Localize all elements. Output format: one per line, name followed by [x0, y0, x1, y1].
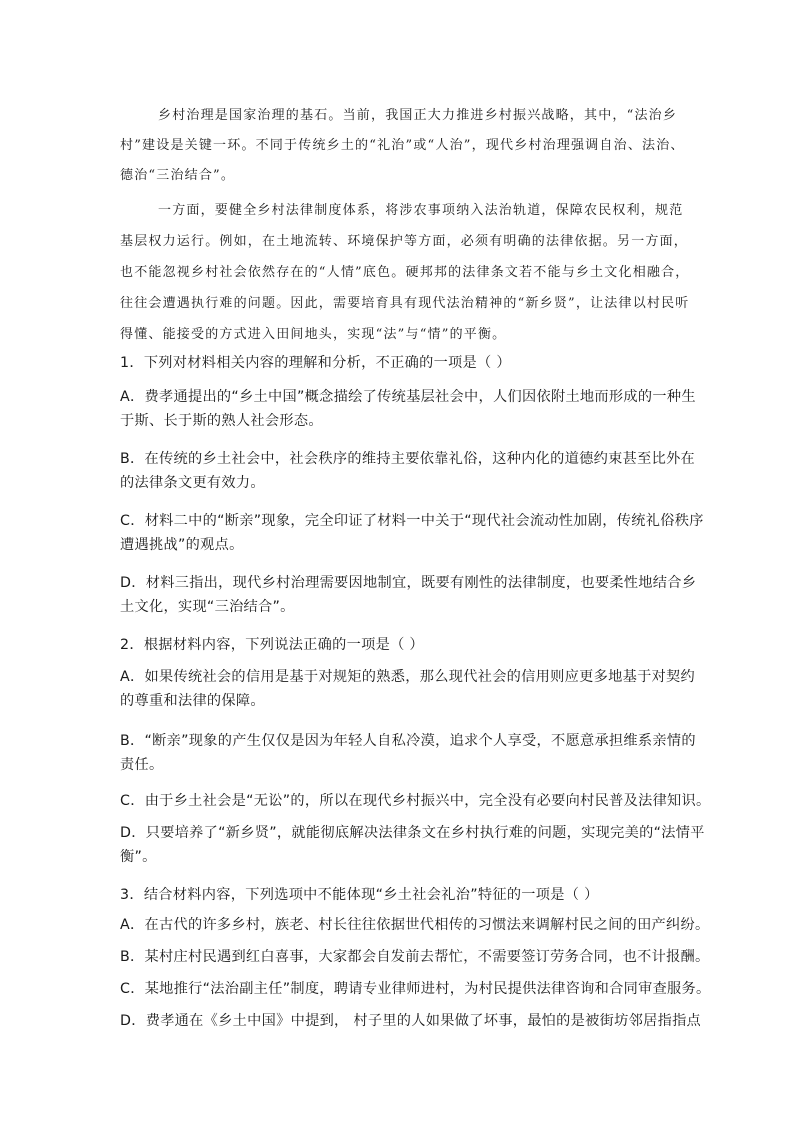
- option-c: C．材料二中的“断亲”现象，完全印证了材料一中关于“现代社会流动性加剧，传统礼俗秩序: [120, 513, 704, 529]
- question-stem: 3．结合材料内容，下列选项中不能体现“乡土社会礼治”特征的一项是（ ）: [120, 887, 599, 903]
- option-a-cont: 于斯、长于斯的熟人社会形态。: [120, 413, 323, 429]
- option-b: B．在传统的乡土社会中，社会秩序的维持主要依靠礼俗，这种内化的道德约束甚至比外在: [120, 451, 696, 467]
- option-d-cont: 衡”。: [120, 849, 157, 865]
- option-a: A．费孝通提出的“乡土中国”概念描绘了传统基层社会中，人们因依附土地而形成的一种生: [120, 389, 696, 405]
- material-line: 一方面，要健全乡村法律制度体系，将涉农事项纳入法治轨道，保障农民权利，规范: [158, 203, 684, 218]
- option-d: D．材料三指出，现代乡村治理需要因地制宜，既要有刚性的法律制度，也要柔性地结合乡: [120, 575, 697, 591]
- option-b-cont: 责任。: [120, 757, 164, 773]
- option-d: D．只要培养了“新乡贤”，就能彻底解决法律条文在乡村执行难的问题，实现完美的“法情平: [120, 825, 705, 841]
- option-b: B．“断亲”现象的产生仅仅是因为年轻人自私冷漠，追求个人享受，不愿意承担维系亲情的: [120, 733, 696, 749]
- option-c: C．某地推行“法治副主任”制度，聘请专业律师进村，为村民提供法律咨询和合同审查服务。: [120, 981, 711, 997]
- option-d-cont: 土文化，实现“三治结合”。: [120, 599, 295, 615]
- material-line: 乡村治理是国家治理的基石。当前，我国正大力推进乡村振兴战略，其中，“法治乡: [158, 108, 678, 123]
- material-line: 往往会遭遇执行难的问题。因此，需要培育具有现代法治精神的“新乡贤”，让法律以村民听: [120, 296, 690, 311]
- material-line: 得懂、能接受的方式进入田间地头，实现“法”与“情”的平衡。: [120, 327, 507, 342]
- material-line: 也不能忽视乡村社会依然存在的“人情”底色。硬邦邦的法律条文若不能与乡土文化相融合，: [120, 265, 690, 280]
- option-d: D．费孝通在《乡土中国》中提到， 村子里的人如果做了坏事，最怕的是被街坊邻居指指点: [120, 1013, 702, 1029]
- option-c: C．由于乡土社会是“无讼”的，所以在现代乡村振兴中，完全没有必要向村民普及法律知识。: [120, 793, 711, 809]
- option-b-cont: 的法律条文更有效力。: [120, 475, 265, 491]
- option-c-cont: 遭遇挑战”的观点。: [120, 537, 244, 553]
- material-line: 基层权力运行。例如，在土地流转、环境保护等方面，必须有明确的法律依据。另一方面，: [120, 234, 689, 249]
- option-a: A．在古代的许多乡村，族老、村长往往依据世代相传的习惯法来调解村民之间的田产纠纷。: [120, 917, 710, 933]
- option-a-cont: 的尊重和法律的保障。: [120, 693, 265, 709]
- option-b: B．某村庄村民遇到红白喜事，大家都会自发前去帮忙，不需要签订劳务合同，也不计报酬。: [120, 949, 710, 965]
- question-stem: 2．根据材料内容，下列说法正确的一项是（ ）: [120, 637, 424, 653]
- option-a: A．如果传统社会的信用是基于对规矩的熟悉，那么现代社会的信用则应更多地基于对契约: [120, 669, 696, 685]
- material-line: 德治“三治结合”。: [120, 168, 236, 183]
- material-line: 村”建设是关键一环。不同于传统乡土的“礼治”或“人治”，现代乡村治理强调自治、法治、: [120, 138, 685, 153]
- question-stem: 1．下列对材料相关内容的理解和分析，不正确的一项是（ ）: [120, 355, 511, 371]
